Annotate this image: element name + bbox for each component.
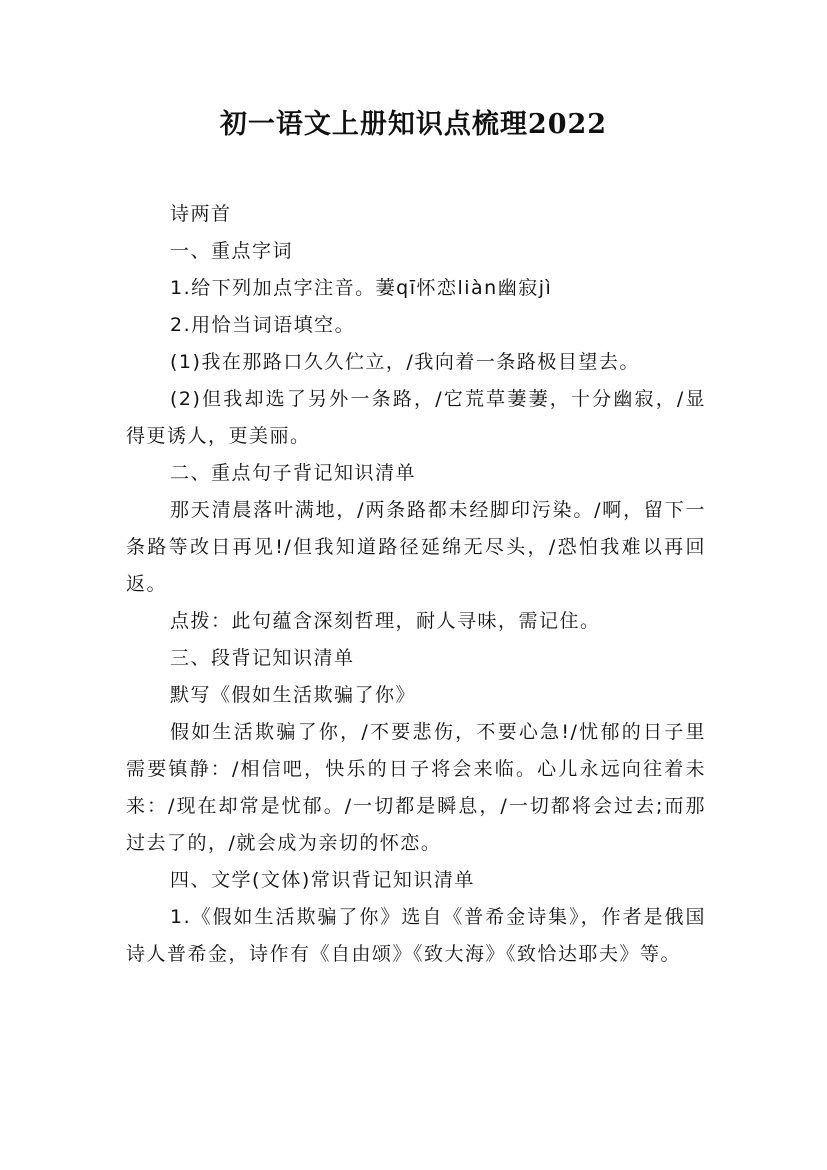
paragraph-literature-note: 1.《假如生活欺骗了你》选自《普希金诗集》，作者是俄国诗人普希金，诗作有《自由颂》《致大海》《致恰达耶夫》等。 [126, 906, 706, 965]
paragraph-section-3-heading: 三、段背记知识清单 [170, 647, 355, 669]
paragraph-fill-blank-2: (2)但我却选了另外一条路，/它荒草萋萋，十分幽寂，/显得更诱人，更美丽。 [126, 388, 706, 447]
paragraph-pinyin-exercise: 1.给下列加点字注音。萋qī怀恋liàn幽寂jì [170, 277, 553, 299]
document-body [126, 196, 706, 973]
paragraph-section-4-heading: 四、文学(文体)常识背记知识清单 [170, 869, 475, 891]
paragraph-section-2-heading: 二、重点句子背记知识清单 [170, 462, 417, 484]
paragraph-tip: 点拨：此句蕴含深刻哲理，耐人寻味，需记住。 [170, 610, 601, 632]
paragraph-dictation-title: 默写《假如生活欺骗了你》 [170, 684, 417, 706]
paragraph-poems-heading: 诗两首 [170, 203, 232, 225]
document-title: 初一语文上册知识点梳理2022 [219, 109, 608, 140]
paragraph-fill-blank: 2.用恰当词语填空。 [170, 314, 356, 336]
paragraph-key-sentence: 那天清晨落叶满地，/两条路都未经脚印污染。/啊，留下一条路等改日再见!/但我知道路径延绵无尽头，/恐怕我难以再回返。 [126, 499, 706, 595]
paragraph-poem-text: 假如生活欺骗了你，/不要悲伤，不要心急!/忧郁的日子里需要镇静：/相信吧，快乐的日子将会来临。心儿永远向往着未来：/现在却常是忧郁。/一切都是瞬息，/一切都将会过去;而那过去了的，/就会成为亲切的怀恋。 [126, 721, 706, 854]
paragraph-section-1-heading: 一、重点字词 [170, 240, 294, 262]
paragraph-fill-blank-1: (1)我在那路口久久伫立，/我向着一条路极目望去。 [170, 351, 640, 373]
